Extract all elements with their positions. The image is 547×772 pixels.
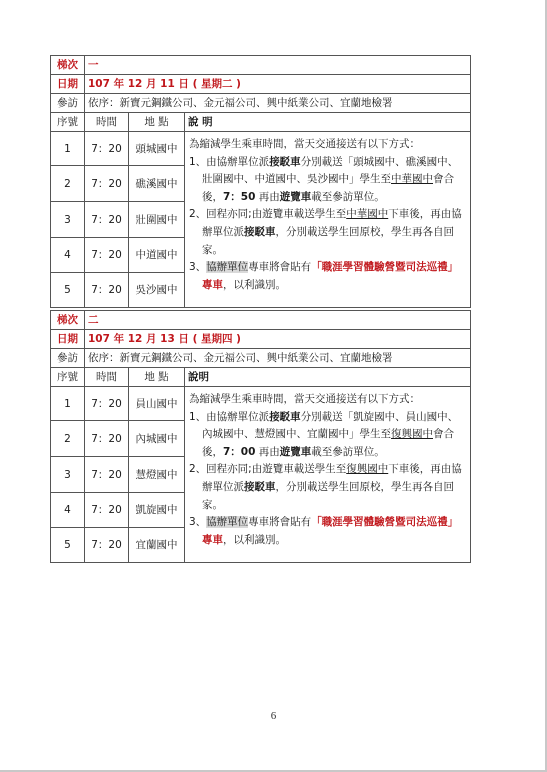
row-time: 7：20 xyxy=(85,132,129,166)
round-row xyxy=(51,56,471,75)
date-value: 107 年 12 月 13 日 ( 星期四 ) xyxy=(85,330,471,349)
table-row xyxy=(51,132,471,166)
row-place: 內城國中 xyxy=(129,421,185,457)
row-no: 2 xyxy=(51,421,85,457)
row-no: 3 xyxy=(51,457,85,493)
row-place: 礁溪國中 xyxy=(129,166,185,202)
row-time: 7：20 xyxy=(85,457,129,493)
round-value: 二 xyxy=(85,311,471,330)
row-time: 7：20 xyxy=(85,421,129,457)
date-label: 日期 xyxy=(51,75,85,94)
row-no: 5 xyxy=(51,273,85,308)
header-desc: 說明 xyxy=(185,368,471,387)
table-row xyxy=(51,387,471,421)
header-no: 序號 xyxy=(51,113,85,132)
description-cell xyxy=(185,132,471,308)
participants-value: 依序：新寶元鋼鐵公司、金元福公司、興中紙業公司、宜蘭地檢署 xyxy=(85,349,471,368)
row-no: 1 xyxy=(51,132,85,166)
row-place: 中道國中 xyxy=(129,238,185,273)
row-place: 吳沙國中 xyxy=(129,273,185,308)
header-desc: 說 明 xyxy=(185,113,471,132)
participants-row xyxy=(51,94,471,113)
header-no: 序號 xyxy=(51,368,85,387)
participants-label: 參訪 xyxy=(51,349,85,368)
row-place: 慧燈國中 xyxy=(129,457,185,493)
row-no: 5 xyxy=(51,528,85,563)
description-cell xyxy=(185,387,471,563)
row-time: 7：20 xyxy=(85,493,129,528)
desc-intro: 為縮減學生乘車時間，當天交通接送有以下方式： xyxy=(189,393,420,405)
desc-item-1: 1、由協辦單位派接駁車分別載送「凱旋國中、員山國中、內城國中、慧燈國中、宜蘭國中」學生至復興國中會合後，7：00 再由遊覽車載至參訪單位。 xyxy=(189,410,459,458)
desc-item-3: 3、協辦單位專車將會貼有「職涯學習體驗營暨司法巡禮」專車，以利識別。 xyxy=(189,261,459,291)
date-row xyxy=(51,330,471,349)
header-row xyxy=(51,368,471,387)
row-place: 凱旋國中 xyxy=(129,493,185,528)
row-no: 4 xyxy=(51,238,85,273)
desc-item-1: 1、由協辦單位派接駁車分別載送「頭城國中、礁溪國中、壯圍國中、中道國中、吳沙國中」學生至中華國中會合後，7：50 再由遊覽車載至參訪單位。 xyxy=(189,155,459,203)
row-no: 3 xyxy=(51,202,85,238)
date-value: 107 年 12 月 11 日 ( 星期二 ) xyxy=(85,75,471,94)
header-row xyxy=(51,113,471,132)
participants-value: 依序：新寶元鋼鐵公司、金元福公司、興中紙業公司、宜蘭地檢署 xyxy=(85,94,471,113)
round-row xyxy=(51,311,471,330)
desc-item-3: 3、協辦單位專車將會貼有「職涯學習體驗營暨司法巡禮」專車，以利識別。 xyxy=(189,516,459,546)
header-time: 時間 xyxy=(85,368,129,387)
date-label: 日期 xyxy=(51,330,85,349)
header-place: 地 點 xyxy=(129,368,185,387)
schedule-table-round-2 xyxy=(50,310,471,563)
desc-item-2: 2、回程亦同;由遊覽車載送學生至中華國中下車後，再由協辦單位派接駁車，分別載送學生回原校，學生再各自回家。 xyxy=(189,208,462,256)
row-time: 7：20 xyxy=(85,387,129,421)
desc-item-2: 2、回程亦同;由遊覽車載送學生至復興國中下車後，再由協辦單位派接駁車，分別載送學生回原校，學生再各自回家。 xyxy=(189,463,462,511)
header-time: 時間 xyxy=(85,113,129,132)
round-label: 梯次 xyxy=(51,56,85,75)
date-row xyxy=(51,75,471,94)
schedule-table-round-1 xyxy=(50,55,471,308)
header-place: 地 點 xyxy=(129,113,185,132)
round-label: 梯次 xyxy=(51,311,85,330)
page-number: 6 xyxy=(270,710,277,722)
row-no: 1 xyxy=(51,387,85,421)
row-no: 4 xyxy=(51,493,85,528)
participants-label: 參訪 xyxy=(51,94,85,113)
row-time: 7：20 xyxy=(85,273,129,308)
row-time: 7：20 xyxy=(85,202,129,238)
row-place: 員山國中 xyxy=(129,387,185,421)
row-time: 7：20 xyxy=(85,238,129,273)
row-place: 壯圍國中 xyxy=(129,202,185,238)
round-value: 一 xyxy=(85,56,471,75)
row-place: 頭城國中 xyxy=(129,132,185,166)
row-time: 7：20 xyxy=(85,528,129,563)
participants-row xyxy=(51,349,471,368)
row-place: 宜蘭國中 xyxy=(129,528,185,563)
desc-intro: 為縮減學生乘車時間，當天交通接送有以下方式： xyxy=(189,138,420,150)
row-time: 7：20 xyxy=(85,166,129,202)
row-no: 2 xyxy=(51,166,85,202)
